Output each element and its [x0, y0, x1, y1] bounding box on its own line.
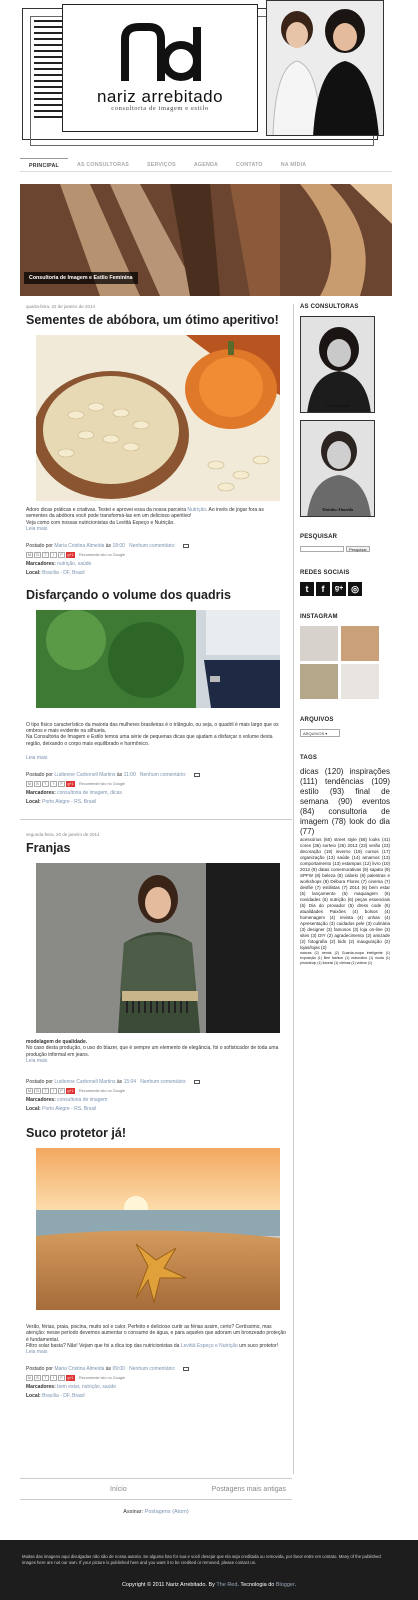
share-buttons — [26, 1374, 286, 1382]
post-author-link[interactable]: Ludienne Carbonell Martins — [54, 772, 116, 779]
share-email-icon[interactable]: M — [26, 552, 33, 558]
google-plus-icon[interactable]: g+ — [332, 582, 346, 596]
tag-cloud-large[interactable]: dicas (120) inspirações (111) tendências (109) estilo (93) final de semana (90) eventos (84) consultoria de imagem (78) look do dia (77) — [300, 767, 390, 836]
share-twitter-icon[interactable]: T — [42, 781, 49, 787]
logo-mark-icon — [119, 23, 203, 83]
share-pinterest-icon[interactable]: P — [58, 1375, 65, 1381]
post-title[interactable]: Suco protetor já! — [26, 1125, 127, 1140]
post-body: modelagem de qualidade. No caso desta produção, o uso do blazer, que é sempre um elemento de elegância, foi o sofisticador de toda uma produção informal em jeans. — [26, 1039, 279, 1058]
post-title[interactable]: Disfarçando o volume dos quadris — [26, 587, 231, 602]
google-plus-one-button[interactable]: g+1 — [67, 552, 74, 557]
post-image[interactable] — [36, 335, 280, 501]
nav-servicos[interactable]: SERVIÇOS — [147, 162, 176, 168]
sidebar — [300, 304, 390, 966]
post-labels-links[interactable]: bem estar, nutrição, saúde — [57, 1384, 117, 1391]
share-buttons — [26, 780, 286, 788]
nav-na-midia[interactable]: NA MÍDIA — [280, 162, 307, 168]
share-pinterest-icon[interactable]: P — [58, 1088, 65, 1094]
share-buttons — [26, 1087, 286, 1095]
read-more-link[interactable]: Leia mais — [26, 1349, 48, 1356]
post-location-link[interactable]: Porto Alegre - RS, Brasil — [42, 799, 97, 806]
site-footer — [0, 1540, 418, 1600]
read-more-link[interactable]: Leia mais — [26, 525, 48, 532]
header-stripes — [34, 20, 62, 120]
logo-text: nariz arrebitado — [96, 87, 224, 106]
search-button[interactable]: Pesquisar — [346, 546, 370, 552]
share-blog-icon[interactable]: B — [34, 781, 41, 787]
post-date: quarta-feira, 22 de janeiro de 2014 — [26, 304, 96, 309]
nav-as-consultoras[interactable]: AS CONSULTORAS — [76, 162, 129, 168]
post-link[interactable]: Nutrição — [187, 507, 207, 513]
comments-link[interactable]: Nenhum comentário: — [139, 772, 187, 779]
share-facebook-icon[interactable]: f — [50, 781, 57, 787]
post-labels: Marcadores: nutrição, saúde Local: Brasília - DF, Brasil — [26, 560, 92, 576]
post-body: O tipo físico característico da maioria das mulheres brasileiras é o triângulo, ou seja, o quadril é mais largo que os ombros e mais evidente na silhueta. Na Consultoria de Imagem e Estilo temos uma série de pequenas dicas que ajudam a disfarçar o volume desta região, deixando o corpo mais equilibrado e harmônico. — [26, 721, 279, 747]
share-buttons — [26, 551, 286, 559]
post-labels: Marcadores: consultoria de imagem, dicas Local: Porto Alegre - RS, Brasil — [26, 790, 122, 806]
hero-banner[interactable] — [20, 184, 392, 296]
post-title[interactable]: Sementes de abóbora, um ótimo aperitivo! — [26, 313, 279, 327]
post-location-link[interactable]: Porto Alegre - RS, Brasil — [42, 1105, 97, 1112]
share-facebook-icon[interactable]: f — [50, 1088, 57, 1094]
email-post-icon[interactable] — [194, 773, 200, 777]
comments-link[interactable]: Nenhum comentário: — [129, 1366, 176, 1373]
share-blog-icon[interactable]: B — [34, 552, 41, 558]
instagram-grid — [300, 626, 380, 699]
sidebar-social-heading: REDES SOCIAIS — [300, 570, 350, 576]
post-footer: Postado por Ludienne Carbonell Martins às 11:00 Nenhum comentário: — [26, 771, 286, 780]
comments-link[interactable]: Nenhum comentário: — [129, 542, 176, 549]
sidebar-search-heading: PESQUISAR — [300, 534, 338, 540]
logo-subtitle: consultoria de imagem e estilo — [111, 105, 209, 112]
post-title[interactable]: Franjas — [26, 841, 71, 856]
post-body: Adoro dicas práticas e criativas. Testei e aprovei essa da nossa parceira Nutrição. Ao invés de jogar fora as sementes da abóbora você pode transformá-las em um delicioso aperitivo! Veja como com nossas nutricionistas da Levittá Espeço e Nutrição. — [26, 507, 264, 526]
tag-cloud[interactable] — [300, 767, 390, 966]
post — [20, 1126, 292, 1401]
consultant-card[interactable] — [300, 316, 375, 413]
consultant-name: Tininha Almeida — [321, 507, 354, 512]
instagram-thumb[interactable] — [300, 664, 338, 699]
post-author-link[interactable]: Maria Cristina Almeida — [54, 1366, 105, 1373]
post-image[interactable] — [36, 610, 280, 708]
post-footer: Postado por Ludienne Carbonell Martins às 15:04 Nenhum comentário: — [26, 1078, 286, 1087]
share-facebook-icon[interactable]: f — [50, 1375, 57, 1381]
sidebar-archive-heading: ARQUIVOS — [300, 717, 334, 723]
post-date: segunda-feira, 20 de janeiro de 2014 — [26, 832, 100, 838]
blog-logo[interactable] — [62, 4, 258, 132]
post-labels-links[interactable]: nutrição, saúde — [57, 560, 92, 567]
consultant-card[interactable] — [300, 420, 375, 517]
archive-select[interactable]: ARQUIVOS ▾ — [300, 729, 340, 737]
post — [20, 588, 292, 807]
search-input[interactable] — [300, 546, 344, 552]
facebook-icon[interactable]: f — [316, 582, 330, 596]
instagram-thumb[interactable] — [300, 626, 338, 661]
share-twitter-icon[interactable]: T — [42, 1375, 49, 1381]
post-link[interactable]: Levittá Espeço e Nutrição — [180, 1342, 238, 1349]
theme-author-link[interactable]: The Red — [216, 1582, 238, 1588]
nav-contato[interactable]: CONTATO — [236, 162, 263, 168]
post-location-link[interactable]: Brasília - DF, Brasil — [42, 569, 85, 576]
sidebar-instagram-heading: INSTAGRAM — [300, 614, 338, 620]
share-blog-icon[interactable]: B — [34, 1088, 41, 1094]
tag-cloud-medium[interactable]: acessórios (60) street style (58) looks (41) cores (36) sorteio (26) 2013 (23) verão (23) decoração (19) inverno (19) cursos (17) organização (13) saúde (14) amamos (13) comportamento (13) estampas (12) livro (10) 2012 (9) datas comemorativas (9) sapato (9) SPFW (8) beleza (8) cabelo (8) palestras e workshops (8) Débora Flores (7) cinema (7) desfile (7) estilistas (7) 2014 (6) bem estar (6) lançamento (6) maquiagem (6) novidades (6) nutrição (6) peças essenciais (6) Dia do provador (5) dress code (5) atualidades Paixões (4) bolsos (4) homenagem (4) revista (4) unhas (4) Apresentação (3) cuidados pele (3) culinária (3) designer (3) famosos (3) loja on-line (3) sites (3) DIY (2) agradecimento (2) amizade (2) fotografia (2) kids (2) inauguração (2) lojas/lojas (2) — [300, 837, 390, 950]
share-hint: Recomende isto no Google — [79, 1088, 126, 1093]
share-email-icon[interactable]: M — [26, 1088, 33, 1094]
post-body: Verão, férias, praia, piscina, muito sol e calor. Perfeito e delicioso curtir as férias assim, certo? Certíssimo, mas atenção: nesse período devemos aumentar o consumo de água, e para aqueles que adoram um bronzeado proteção é fundamental. Filtro solar basta? Não! Vejam que foi a dica top das nutricionistas da Levittá Espeço e Nutrição um suco protetor! — [26, 1323, 286, 1349]
subscribe-links: Assinar: Postagens (Atom) — [123, 1509, 189, 1515]
post — [20, 304, 292, 578]
read-more-link[interactable]: Leia mais — [26, 1057, 48, 1064]
read-more-link[interactable]: Leia mais — [26, 755, 48, 762]
post-time-link[interactable]: 18:00 — [112, 542, 125, 549]
column-divider — [293, 304, 294, 1474]
instagram-thumb[interactable] — [341, 626, 379, 661]
sidebar-tags-heading: TAGS — [300, 755, 318, 761]
post-time-link[interactable]: 15:04 — [123, 1078, 137, 1085]
tag-cloud-small[interactable]: marcas (2) trends (2) Guarda-roupa inteligente (1) exposição (1) Bee fashion (1) masculino (1) moda (1) photoshop (1) tutorial (1) vitrinas (1) vídeos (1) — [300, 951, 390, 965]
sidebar-consultoras-heading: AS CONSULTORAS — [300, 304, 359, 310]
blog-pager — [20, 1478, 292, 1500]
share-email-icon[interactable]: M — [26, 781, 33, 787]
post-time-link[interactable]: 11:00 — [123, 772, 136, 779]
post-labels: Marcadores: bem estar, nutrição, saúde Local: Brasília - DF, Brasil — [26, 1384, 117, 1400]
post-labels-links[interactable]: consultoria de imagem, dicas — [57, 790, 122, 797]
google-plus-one-button[interactable]: g+1 — [67, 1088, 74, 1093]
share-pinterest-icon[interactable]: P — [58, 781, 65, 787]
post-location-link[interactable]: Brasília - DF, Brasil — [42, 1393, 85, 1400]
main-nav — [20, 158, 392, 172]
post-separator — [20, 819, 292, 820]
consultant-name: Lu Carbonell — [325, 403, 350, 408]
atom-feed-link[interactable]: Postagens (Atom) — [144, 1509, 189, 1515]
posts-column — [20, 304, 292, 1401]
share-blog-icon[interactable]: B — [34, 1375, 41, 1381]
post-time-link[interactable]: 09:00 — [112, 1366, 125, 1373]
twitter-icon[interactable]: t — [300, 582, 314, 596]
home-link[interactable]: Início — [110, 1486, 127, 1493]
email-post-icon[interactable] — [183, 1367, 189, 1371]
post-footer: Postado por Maria Cristina Almeida às 18:00 Nenhum comentário: — [26, 542, 286, 551]
nav-agenda[interactable]: AGENDA — [193, 162, 219, 168]
email-post-icon[interactable] — [194, 1080, 200, 1084]
post-author-link[interactable]: Ludienne Carbonell Martins — [54, 1078, 116, 1085]
share-hint: Recomende isto no Google — [79, 552, 126, 557]
share-twitter-icon[interactable]: T — [42, 1088, 49, 1094]
footer-copyright: Copyright © 2011 Nariz Arrebitado. By The Red. Tecnologia do Blogger. — [121, 1582, 297, 1588]
instagram-icon[interactable]: ◎ — [348, 582, 362, 596]
social-icons — [300, 582, 390, 596]
post-author-link[interactable]: Maria Cristina Almeida — [54, 542, 105, 549]
google-plus-one-button[interactable]: g+1 — [67, 782, 74, 787]
older-posts-link[interactable]: Postagens mais antigas — [211, 1486, 286, 1493]
post-labels: Marcadores: consultoria de imagem Local: Porto Alegre - RS, Brasil — [26, 1096, 108, 1112]
footer-disclaimer: Muitas das imagens aqui divulgadas não são de nossa autoria. Se alguma foto for sua e você desejar que ela seja creditada ou removida, por favor entre em contato. Many of the published images here are not our own. If your picture is published here and you want it to be credited or removed, please contact us. — [22, 1554, 381, 1565]
post-image[interactable] — [36, 863, 280, 1033]
header-consultants-photo — [266, 0, 384, 136]
share-twitter-icon[interactable]: T — [42, 552, 49, 558]
share-facebook-icon[interactable]: f — [50, 552, 57, 558]
google-plus-one-button[interactable]: g+1 — [67, 1376, 74, 1381]
blogger-link[interactable]: Blogger — [275, 1582, 295, 1588]
comments-link[interactable]: Nenhum comentário: — [140, 1078, 187, 1085]
share-hint: Recomende isto no Google — [79, 1376, 126, 1381]
post — [20, 832, 292, 1114]
search-form — [300, 546, 390, 552]
post-labels-links[interactable]: consultoria de imagem — [57, 1096, 108, 1103]
email-post-icon[interactable] — [183, 544, 189, 548]
hero-caption: Consultoria de Imagem e Estilo Feminina — [24, 272, 138, 284]
share-pinterest-icon[interactable]: P — [58, 552, 65, 558]
nav-principal[interactable]: PRINCIPAL — [20, 158, 68, 172]
post-image[interactable] — [36, 1148, 280, 1310]
share-email-icon[interactable]: M — [26, 1375, 33, 1381]
share-hint: Recomende isto no Google — [79, 782, 126, 787]
blog-header — [20, 0, 392, 150]
post-footer: Postado por Maria Cristina Almeida às 09:00 Nenhum comentário: — [26, 1365, 286, 1374]
instagram-thumb[interactable] — [341, 664, 379, 699]
